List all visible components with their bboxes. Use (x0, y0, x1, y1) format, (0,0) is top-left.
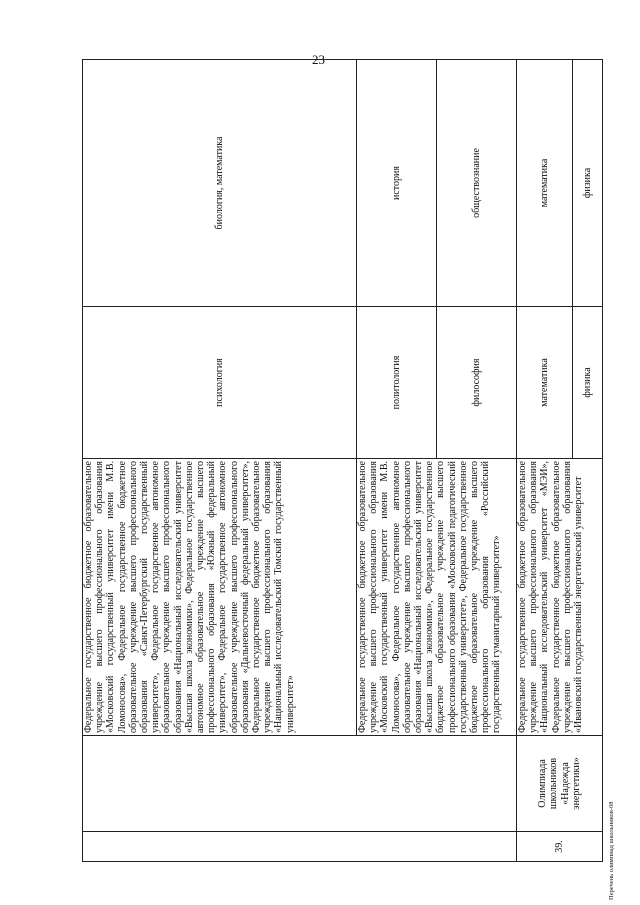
olympiad-table-rotated (82, 60, 602, 862)
subject-cell: история (357, 60, 437, 307)
organizers-cell: Федеральное государственное бюджетное образовательное учреждение высшего профессионального образования «Московский государственный университет имени М.В. Ломоносова», Федеральное государственное бюджетное образовательное учреждение высшего профессионального образования «Санкт-Петербургский государственный университет», Федеральное государственное автономное образовательное учреждение высшего профессионального образования «Национальный исследовательский университет «Высшая школа экономики», Федеральное государственное автономное образовательное учреждение высшего профессионального образования «Южный федеральный университет», Федеральное государственное автономное образовательное учреждение высшего профессионального образования «Дальневосточный федеральный университет», Федеральное государственное бюджетное образовательное учреждение высшего профессионального образования «Национальный исследовательский Томский государственный университет» (83, 459, 357, 736)
row-number: 39. (517, 832, 603, 862)
row-number (83, 832, 517, 862)
organizers-cell: Федеральное государственное бюджетное образовательное учреждение высшего профессионального образования «Национальный исследовательский университет «МЭИ», Федеральное государственное бюджетное образовательное учреждение высшего профессионального образования «Ивановский государственный энергетический университет (517, 459, 603, 736)
footer-text: Перечень олимпиад школьников-08 (608, 801, 615, 900)
subject-cell: биология, математика (83, 60, 357, 307)
table-row (83, 60, 357, 862)
subject-cell: математика (517, 60, 573, 307)
subject-cell: физика (573, 60, 603, 307)
profile-cell: физика (573, 307, 603, 459)
profile-cell: математика (517, 307, 573, 459)
profile-cell: психология (83, 307, 357, 459)
olympiad-name (83, 736, 517, 832)
profile-cell: философия (437, 307, 517, 459)
olympiad-table (82, 59, 603, 862)
olympiad-name: Олимпиада школьников «Надежда энергетики» (517, 736, 603, 832)
page-number: 23 (312, 52, 325, 67)
organizers-cell: Федеральное государственное бюджетное образовательное учреждение высшего профессионального образования «Московский государственный университет имени М.В. Ломоносова», Федеральное государственное автономное образовательное учреждение высшего профессионального образования «Национальный исследовательский университет «Высшая школа экономики», Федеральное государственное бюджетное образовательное учреждение высшего профессионального образования «Московский педагогический государственный университет», Федеральное государственное бюджетное образовательное учреждение высшего профессионального образования «Российский государственный гуманитарный университет» (357, 459, 517, 736)
subject-cell: обществознание (437, 60, 517, 307)
table-row (517, 60, 573, 862)
profile-cell: политология (357, 307, 437, 459)
